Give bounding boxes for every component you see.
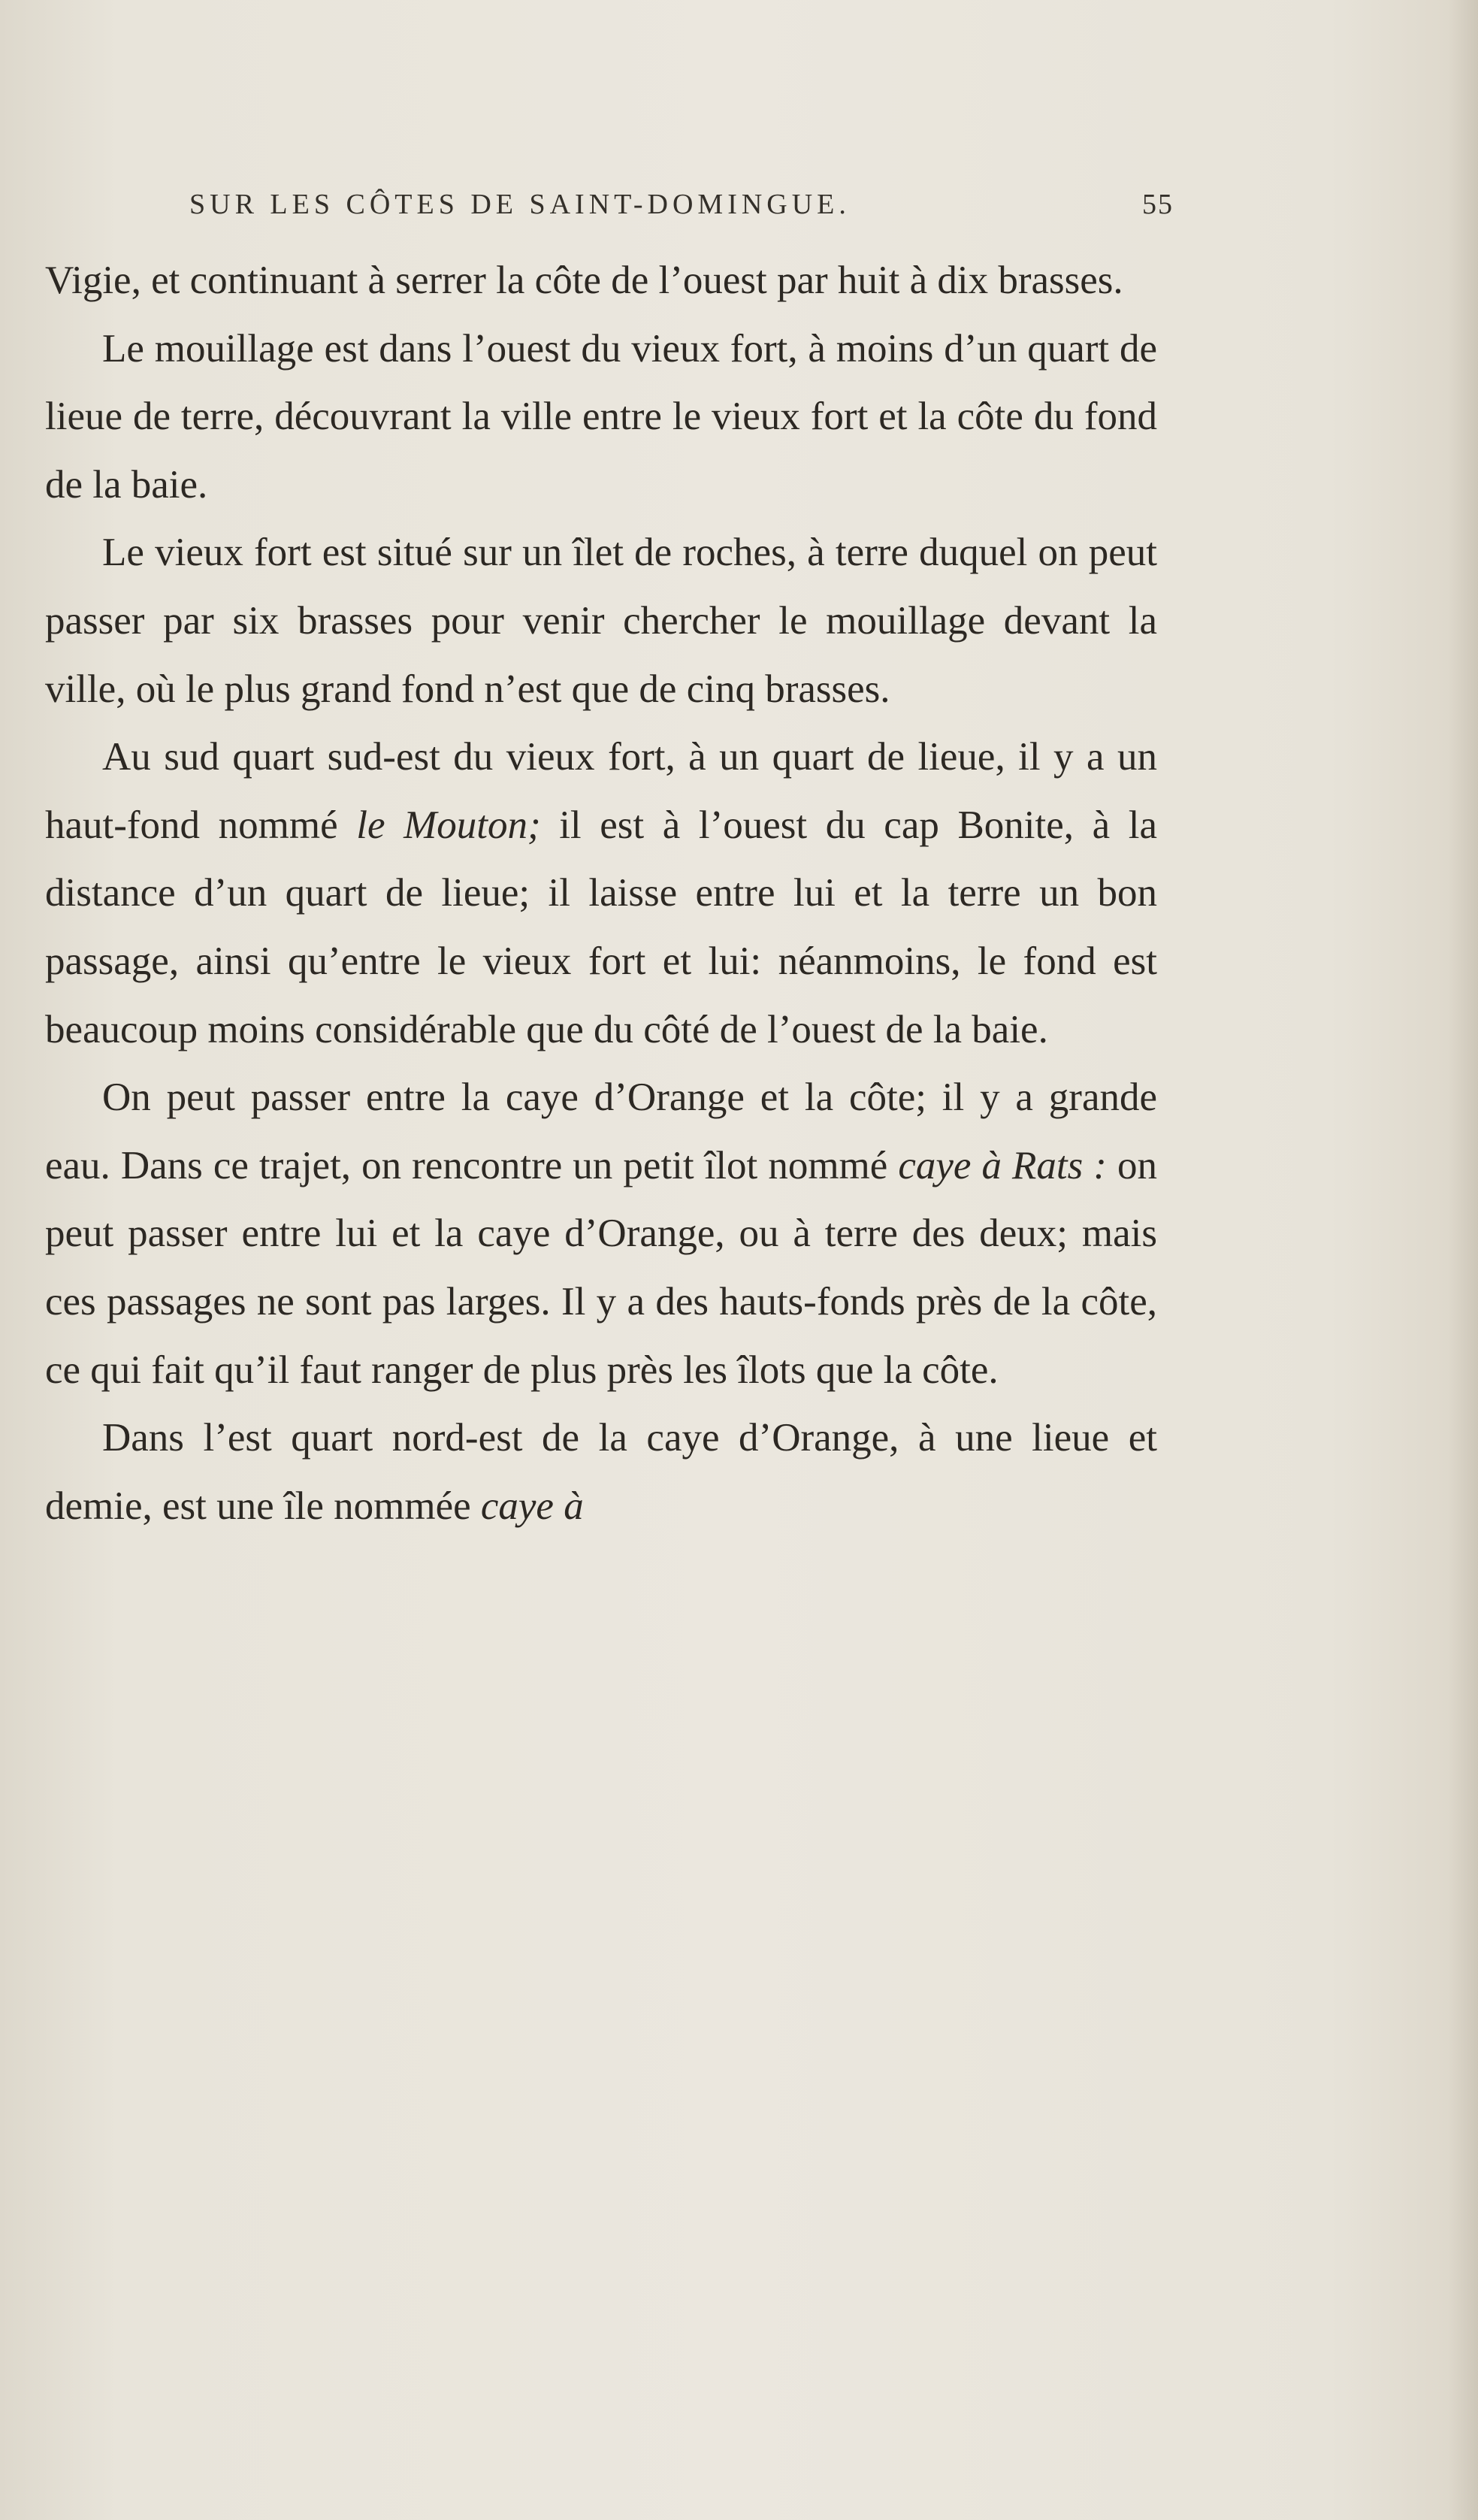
paragraph-3 — [45, 519, 1157, 723]
paragraph-1 — [45, 247, 1157, 315]
paragraph-5-text-a: On peut passer entre la caye d’Orange et la côte; il y a grande eau. Dans ce trajet, on rencontre un petit îlot nommé — [45, 1075, 1157, 1187]
paragraph-2-text: Le mouillage est dans l’ouest du vieux fort, à moins d’un quart de lieue de terre, découvrant la ville entre le vieux fort et la côte du fond de la baie. — [45, 326, 1157, 507]
paragraph-5-italic-name: caye à Rats : — [898, 1143, 1107, 1187]
paragraph-4-italic-name: le Mouton; — [356, 803, 541, 847]
body-text — [45, 247, 1157, 1540]
paragraph-5-text-b: on peut passer entre lui et la caye d’Orange, ou à terre des deux; mais ces passages ne sont pas larges. Il y a des hauts-fonds près de la côte, ce qui fait qu’il faut ranger de plus près les îlots que la côte. — [45, 1143, 1158, 1392]
paragraph-6-italic-name: caye à — [480, 1484, 584, 1528]
paragraph-1-text: Vigie, et continuant à serrer la côte de l’ouest par huit à dix brasses. — [45, 259, 1123, 302]
paragraph-2 — [45, 315, 1157, 519]
page-number: 55 — [1142, 189, 1174, 220]
paragraph-4 — [45, 723, 1157, 1063]
running-title: SUR LES CÔTES DE SAINT-DOMINGUE. — [189, 189, 851, 220]
paragraph-5 — [45, 1063, 1157, 1404]
paragraph-4-text-a: Au sud quart sud-est du vieux fort, à un quart de lieue, il y a un haut-fond nommé — [45, 735, 1157, 847]
paragraph-4-text-b: il est à l’ouest du cap Bonite, à la distance d’un quart de lieue; il laisse entre lui et la terre un bon passage, ainsi qu’entre le vieux fort et lui: néanmoins, le fond est beaucoup moins considérable que du côté de l’ouest de la baie. — [45, 803, 1157, 1051]
paragraph-3-text: Le vieux fort est situé sur un îlet de roches, à terre duquel on peut passer par six brasses pour venir chercher le mouillage devant la ville, où le plus grand fond n’est que de cinq brasses. — [45, 531, 1157, 711]
page-edge-shadow — [1448, 0, 1478, 2520]
page-header — [189, 188, 1174, 233]
paragraph-6-text-a: Dans l’est quart nord-est de la caye d’Orange, à une lieue et demie, est une île nommée — [45, 1416, 1157, 1528]
paragraph-6 — [45, 1404, 1157, 1540]
